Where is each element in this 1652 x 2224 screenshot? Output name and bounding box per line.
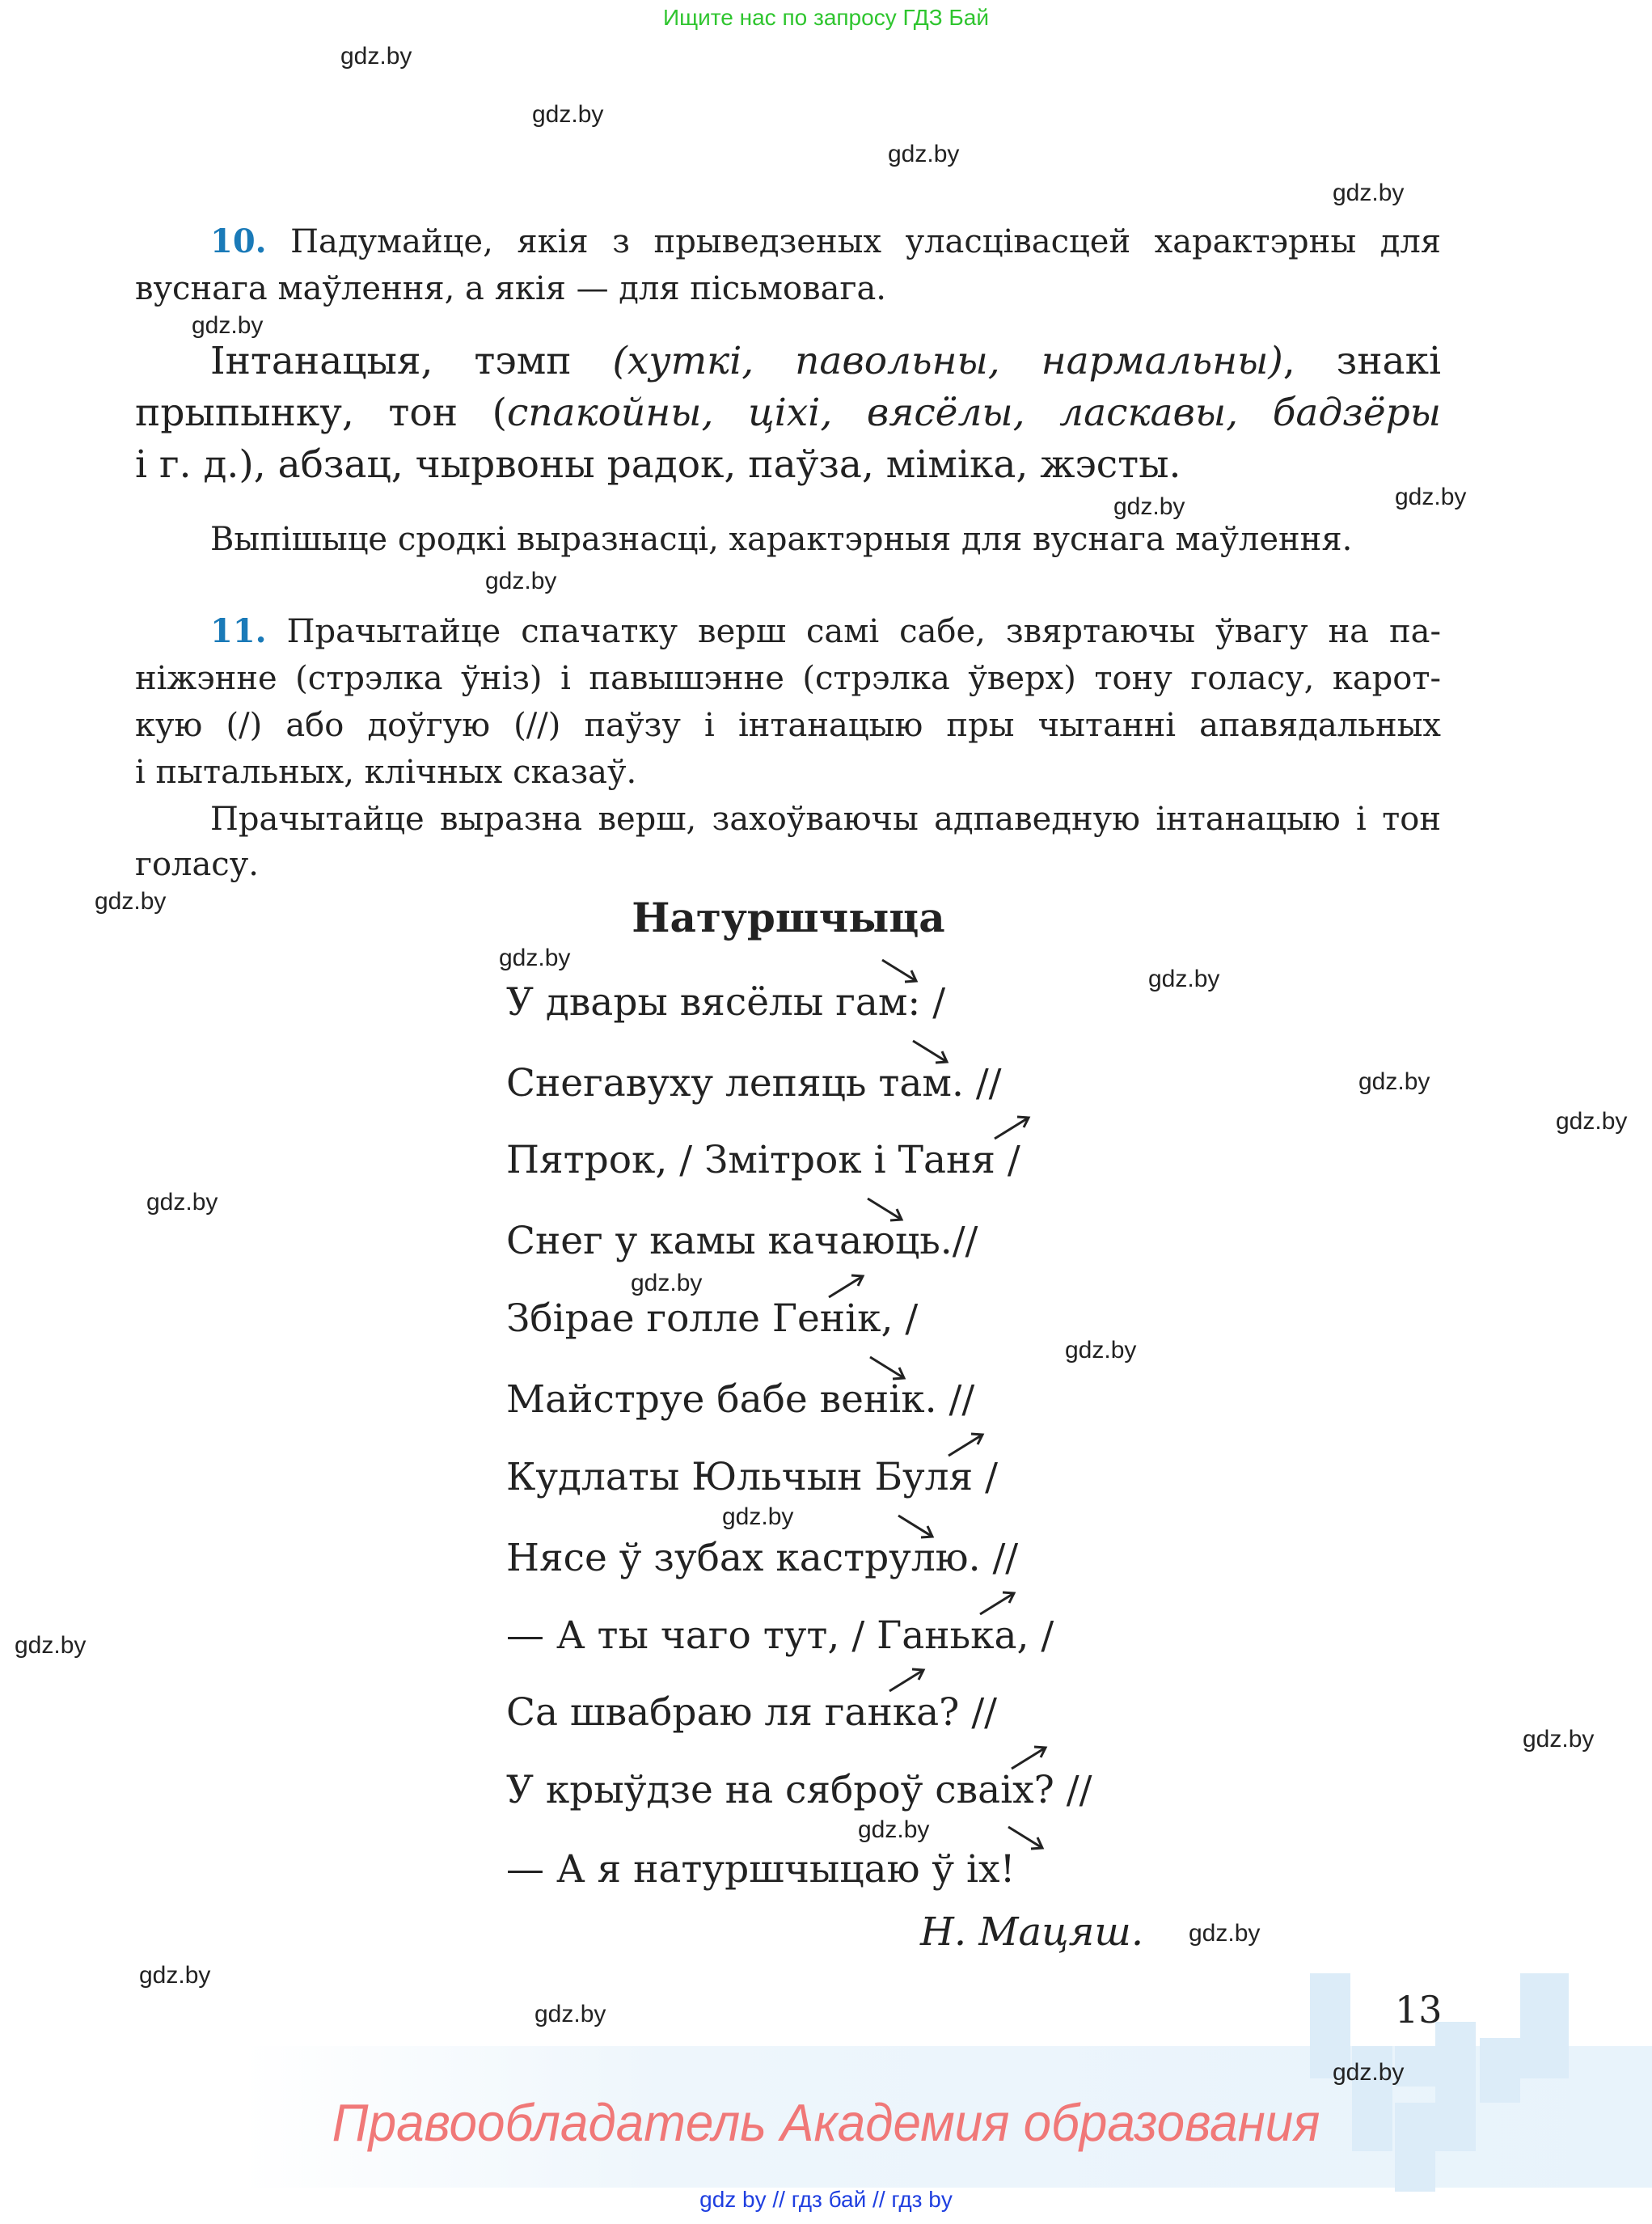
decor-square [1520,1973,1569,2078]
watermark: gdz.by [1395,484,1467,510]
poem-line: Снегавуху лепяць там. // [506,1061,1002,1106]
watermark: gdz.by [1556,1108,1628,1135]
arrow-up-icon [978,1592,1016,1616]
watermark: gdz.by [1358,1068,1430,1095]
poem-line: Збірае голле Генік, / [506,1296,919,1341]
task11-line-4: і пытальных, клічных сказаў. [135,754,637,791]
task-text: Падумайце, якія з прыведзеных уласцівасцей характэрны для [290,223,1441,260]
task10-line-2: вуснага маўлення, а якія — для пісьмовага. [135,270,887,307]
watermark: gdz.by [858,1816,930,1843]
poem-line: У двары вясёлы гам: / [506,980,946,1025]
watermark: gdz.by [532,101,604,128]
watermark: gdz.by [888,141,960,167]
text-fragment: і г. д.), абзац, чырвоны радок, паўза, міміка, жэсты. [135,442,1181,487]
properties-line [135,391,1441,435]
task-number: 10. [210,222,267,260]
poem-title: Натуршчыца [632,894,945,941]
task11-line-3: кую (/) або доўгую (//) паўзу і інтанацыю пры чытанні апавядальных [135,707,1441,744]
text-fragment: Інтанацыя, тэмп [210,339,613,383]
watermark: gdz.by [1189,1920,1261,1947]
poem-author: Н. Мацяш. [920,1909,1144,1955]
watermark: gdz.by [146,1189,218,1216]
watermark: gdz.by [139,1962,211,1989]
arrow-shaft [1008,1827,1042,1848]
arrow-up-icon [1010,1746,1047,1770]
watermark: gdz.by [1333,180,1405,206]
watermark: gdz.by [192,312,264,339]
arrow-down-icon [897,1514,934,1538]
arrow-up-icon [827,1275,864,1299]
arrow-up-icon [947,1433,984,1457]
search-hint: Ищите нас по запросу ГДЗ Бай [662,5,990,30]
task10-line-1 [210,223,1441,260]
page-number: 13 [1395,1988,1443,2032]
footer-links[interactable]: gdz by // гдз бай // гдз by [699,2187,953,2212]
watermark: gdz.by [95,888,167,915]
arrow-up-icon [888,1668,925,1693]
arrow-shaft [882,960,916,981]
italic-examples: (хуткі, павольны, нармальны) [612,339,1283,383]
arrow-down-icon [868,1355,906,1380]
arrow-down-icon [911,1039,949,1063]
arrow-up-icon [993,1116,1030,1140]
task10-instruction: Выпішыце сродкі выразнасці, характэрныя для вуснага маўлення. [210,521,1353,558]
watermark: gdz.by [340,43,412,70]
poem-line: Снег у камы качаюць.// [506,1219,978,1263]
task11-line-5: Прачытайце выразна верш, захоўваючы адпаведную інтанацыю і тон [210,801,1441,838]
italic-examples: спакойны, ціхі, вясёлы, ласкавы, бадзёры [506,391,1441,435]
task-text: Прачытайце спачатку верш самі сабе, звяртаючы ўвагу на па- [286,613,1441,650]
poem-line: — А я натуршчыцаю ў іх! [506,1847,1016,1892]
poem-line: Майструе бабе венік. // [506,1377,975,1422]
watermark: gdz.by [722,1503,794,1530]
arrow-shaft [898,1516,932,1537]
copyright-notice: Правообладатель Академия образования [332,2094,1320,2153]
arrow-shaft [889,1670,923,1691]
arrow-shaft [868,1199,902,1220]
arrow-down-icon [881,958,918,983]
watermark: gdz.by [631,1270,703,1296]
poem-line: Нясе ў зубах каструлю. // [506,1536,1019,1580]
poem-line: Кудлаты Юльчын Буля / [506,1455,998,1499]
watermark: gdz.by [1523,1726,1595,1753]
watermark: gdz.by [15,1632,87,1659]
task11-line-1 [210,613,1441,650]
task11-line-6: голасу. [135,846,259,883]
task11-line-2: ніжэнне (стрэлка ўніз) і павышэнне (стрэлка ўверх) тону голасу, карот- [135,660,1441,697]
poem-line: У крыўдзе на сяброў сваіх? // [506,1768,1092,1812]
watermark: gdz.by [1065,1337,1137,1364]
arrow-shaft [980,1593,1014,1614]
watermark: gdz.by [1148,966,1220,992]
properties-line [135,443,1441,487]
watermark: gdz.by [499,945,571,971]
arrow-down-icon [866,1197,903,1221]
watermark: gdz.by [485,568,557,594]
watermark: gdz.by [534,2001,606,2027]
text-fragment: , знакі [1282,339,1441,383]
poem-line: Пятрок, / Змітрок і Таня / [506,1138,1020,1182]
watermark: gdz.by [1333,2059,1405,2086]
poem-line: — А ты чаго тут, / Ганька, / [506,1613,1054,1658]
task-number: 11. [210,612,267,650]
arrow-down-icon [1007,1825,1044,1850]
arrow-shaft [913,1041,947,1062]
arrow-shaft [995,1118,1029,1139]
poem-line: Са швабраю ля ганка? // [506,1690,997,1735]
arrow-shaft [870,1357,904,1378]
arrow-shaft [1012,1748,1046,1769]
properties-line [210,340,1441,383]
text-fragment: прыпынку, тон ( [135,391,507,435]
arrow-shaft [829,1276,863,1297]
arrow-shaft [949,1435,982,1456]
watermark: gdz.by [1113,493,1185,520]
